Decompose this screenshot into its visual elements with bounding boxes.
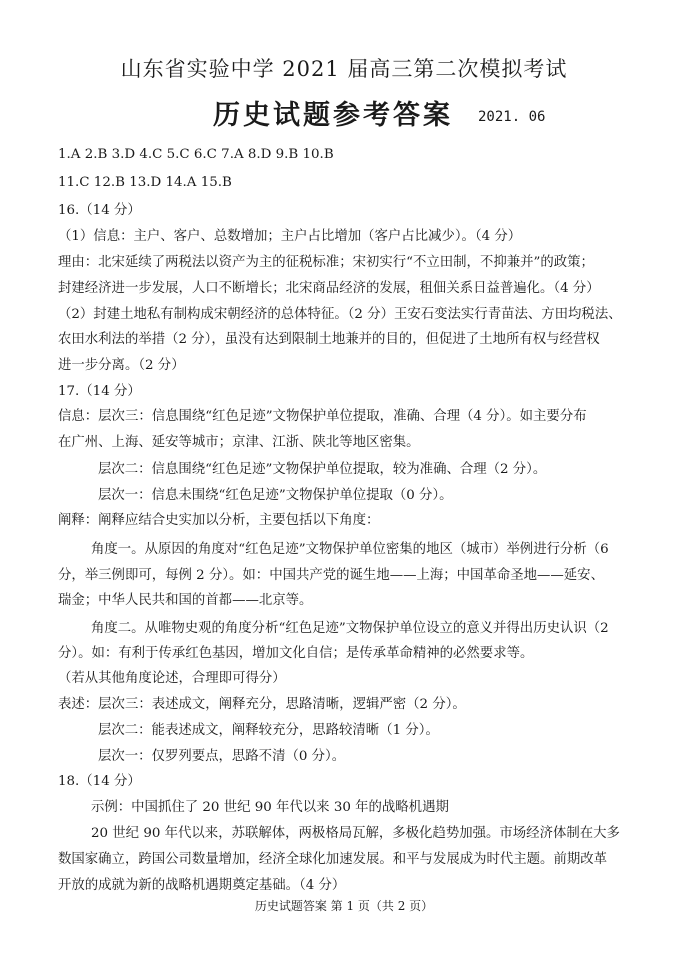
page-footer: 历史试题答案 第 1 页（共 2 页） — [254, 899, 434, 913]
q18-heading: 18.（14 分） — [58, 774, 141, 789]
q17-angle1-line-1: 角度一。从原因的角度对“红色足迹”文物保护单位密集的地区（城市）举例进行分析（6 — [91, 542, 609, 557]
q18-example-thesis: 示例：中国抓住了 20 世纪 90 年代以来 30 年的战略机遇期 — [91, 800, 449, 815]
mc-answers-row-1: 1.A 2.B 3.D 4.C 5.C 6.C 7.A 8.D 9.B 10.B — [58, 147, 334, 162]
q17-other-angle-note: （若从其他角度论述，合理即可得分） — [58, 671, 286, 686]
document-title: 历史试题参考答案 — [213, 100, 453, 131]
q17-angle2-line-2: 分）。如：有利于传承红色基因，增加文化自信；是传承革命精神的必然要求等。 — [58, 646, 534, 661]
q17-heading: 17.（14 分） — [58, 384, 141, 399]
q17-expression-level2: 层次二：能表述成文，阐释较充分，思路较清晰（1 分）。 — [98, 723, 439, 738]
q16-part2-line-3: 进一步分离。（2 分） — [58, 358, 185, 373]
document-date: 2021. 06 — [478, 109, 546, 125]
q17-angle1-line-3: 瑞金；中华人民共和国的首都——北京等。 — [58, 593, 313, 608]
q17-explain-heading: 阐释：阐释应结合史实加以分析，主要包括以下角度： — [58, 513, 380, 528]
q18-example-line-2: 数国家确立，跨国公司数量增加，经济全球化加速发展。和平与发展成为时代主题。前期改革 — [58, 852, 608, 867]
q17-angle2-line-1: 角度二。从唯物史观的角度分析“红色足迹”文物保护单位设立的意义并得出历史认识（2 — [91, 621, 609, 636]
q17-info-level3-line-2: 在广州、上海、延安等城市；京津、江浙、陕北等地区密集。 — [58, 435, 420, 450]
q16-part1-info: （1）信息：主户、客户、总数增加；主户占比增加（客户占比减少）。（4 分） — [58, 229, 522, 244]
school-exam-title: 山东省实验中学 2021 届高三第二次模拟考试 — [120, 57, 568, 81]
q18-example-line-3: 开放的成就为新的战略机遇期奠定基础。（4 分） — [58, 878, 346, 893]
q17-info-level1: 层次一：信息未围绕“红色足迹”文物保护单位提取（0 分）。 — [98, 488, 453, 503]
q16-reason-line-2: 封建经济进一步发展，人口不断增长；北宋商品经济的发展，租佃关系日益普遍化。（4 分） — [58, 281, 600, 296]
q16-part2-line-1: （2）封建土地私有制构成宋朝经济的总体特征。（2 分）王安石变法实行青苗法、方田均税法、 — [58, 307, 622, 322]
q18-example-line-1: 20 世纪 90 年代以来，苏联解体，两极格局瓦解，多极化趋势加强。市场经济体制在大多 — [91, 826, 620, 841]
q16-reason-line-1: 理由：北宋延续了两税法以资产为主的征税标准；宋初实行“不立田制，不抑兼并”的政策； — [58, 255, 594, 270]
q17-info-level3-line-1: 信息：层次三：信息围绕“红色足迹”文物保护单位提取，准确、合理（4 分）。如主要分布 — [58, 409, 587, 424]
q16-part2-line-2: 农田水利法的举措（2 分），虽没有达到限制土地兼并的目的，但促进了土地所有权与经营权 — [58, 332, 600, 347]
q17-expression-level3: 表述：层次三：表述成文，阐释充分，思路清晰，逻辑严密（2 分）。 — [58, 697, 466, 712]
q17-info-level2: 层次二：信息围绕“红色足迹”文物保护单位提取，较为准确、合理（2 分）。 — [98, 462, 547, 477]
q17-angle1-line-2: 分，举三例即可，每例 2 分）。如：中国共产党的诞生地——上海；中国革命圣地——延安、 — [58, 568, 604, 583]
mc-answers-row-2: 11.C 12.B 13.D 14.A 15.B — [58, 175, 232, 190]
q17-expression-level1: 层次一：仅罗列要点，思路不清（0 分）。 — [98, 749, 346, 764]
q16-heading: 16.（14 分） — [58, 203, 141, 218]
